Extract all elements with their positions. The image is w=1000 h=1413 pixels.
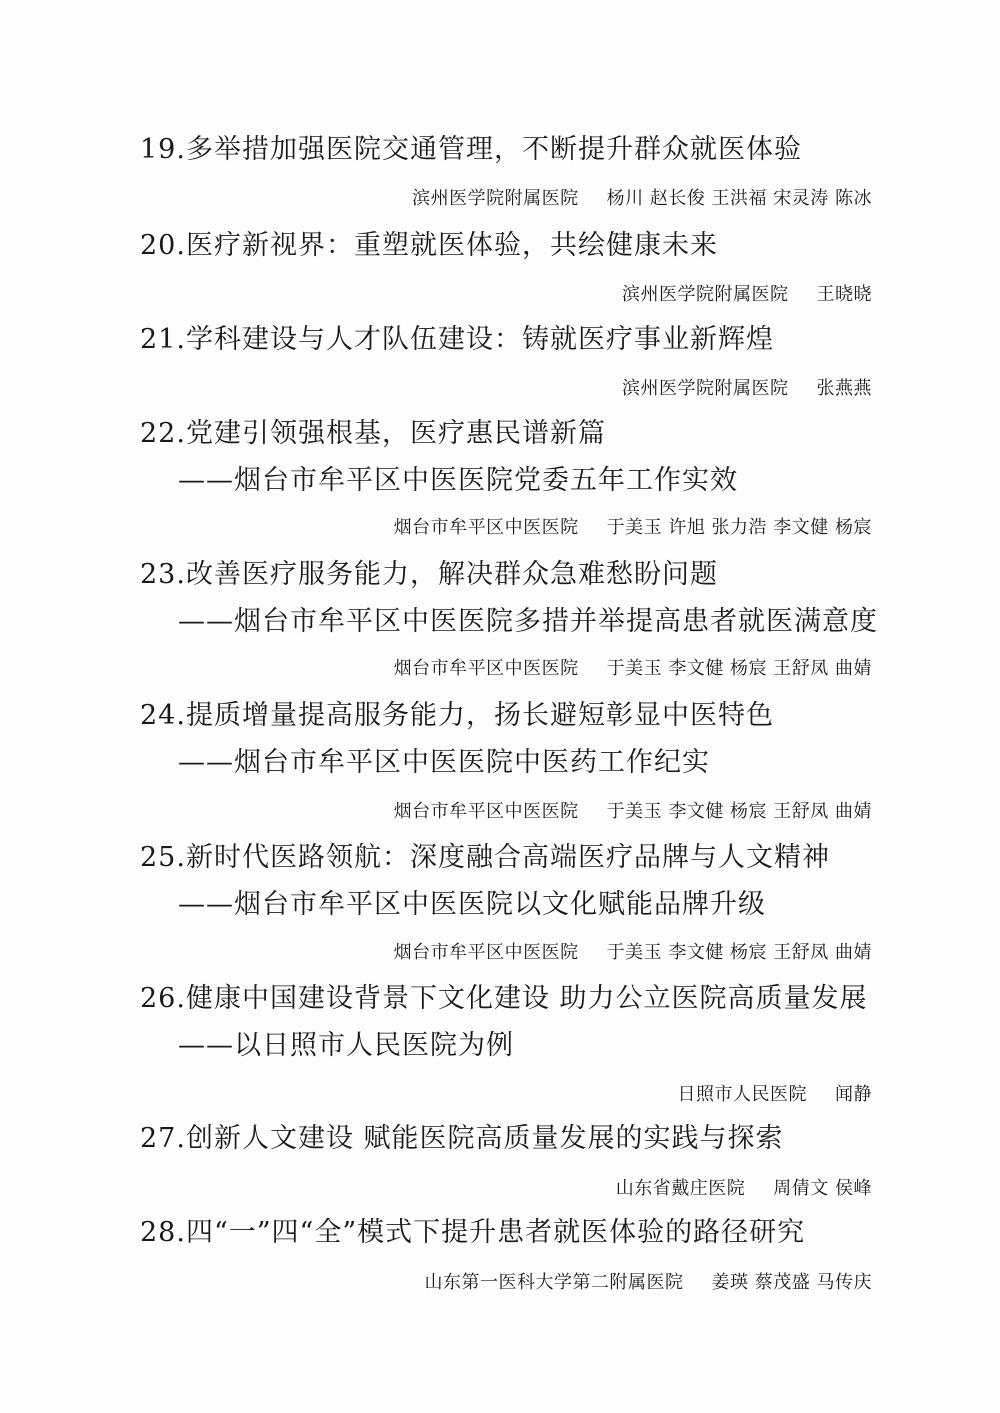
entry-authors: 闻静 [835,1084,872,1105]
entry-institution: 烟台市牟平区中医医院 [393,658,579,679]
entry-authors: 王晓晓 [816,284,872,305]
entry-institution: 烟台市牟平区中医医院 [393,942,579,963]
entry-title: 23.改善医疗服务能力，解决群众急难愁盼问题 [140,559,718,590]
entry-subtitle: ——烟台市牟平区中医医院以文化赋能品牌升级 [178,889,766,920]
entry-byline [616,1176,872,1202]
entry-title: 19.多举措加强医院交通管理，不断提升群众就医体验 [140,134,802,165]
entry-authors: 于美玉 李文健 杨宸 王舒凤 曲婧 [606,801,872,822]
entry-byline [622,282,872,308]
entry-title: 24.提质增量提高服务能力，扬长避短彰显中医特色 [140,700,774,731]
entry-byline [622,376,872,402]
entry-title: 26.健康中国建设背景下文化建设 助力公立医院高质量发展 [140,983,868,1014]
entry-byline [394,515,872,541]
entry-byline [394,656,872,682]
entry-byline [425,1270,872,1296]
entry-byline [412,186,872,212]
entry-authors: 于美玉 李文健 杨宸 王舒凤 曲婧 [606,942,872,963]
entry-institution: 日照市人民医院 [677,1084,807,1105]
entry-authors: 周倩文 侯峰 [773,1178,872,1199]
entry-authors: 姜瑛 蔡茂盛 马传庆 [711,1272,872,1293]
entry-subtitle: ——烟台市牟平区中医医院中医药工作纪实 [178,747,710,778]
entry-title: 28.四“一”四“全”模式下提升患者就医体验的路径研究 [140,1217,806,1248]
entry-institution: 山东省戴庄医院 [615,1178,746,1199]
entry-institution: 烟台市牟平区中医医院 [393,517,579,538]
entry-title: 20.医疗新视界：重塑就医体验，共绘健康未来 [140,230,718,261]
entry-byline [678,1082,873,1108]
entry-title: 21.学科建设与人才队伍建设：铸就医疗事业新辉煌 [140,324,774,355]
entry-authors: 杨川 赵长俊 王洪福 宋灵涛 陈冰 [606,188,872,209]
entry-title: 22.党建引领强根基，医疗惠民谱新篇 [140,418,606,449]
entry-title: 25.新时代医路领航：深度融合高端医疗品牌与人文精神 [140,842,830,873]
entry-subtitle: ——烟台市牟平区中医医院多措并举提高患者就医满意度 [178,606,878,637]
entry-authors: 张燕燕 [816,378,872,399]
entry-subtitle: ——烟台市牟平区中医医院党委五年工作实效 [178,465,738,496]
entry-authors: 于美玉 许旭 张力浩 李文健 杨宸 [606,517,872,538]
entry-byline [394,940,872,966]
entry-institution: 山东第一医科大学第二附属医院 [424,1272,684,1293]
entry-institution: 滨州医学院附属医院 [622,284,789,305]
entry-subtitle: ——以日照市人民医院为例 [178,1030,514,1061]
entry-institution: 烟台市牟平区中医医院 [393,801,579,822]
entry-institution: 滨州医学院附属医院 [412,188,579,209]
entry-title: 27.创新人文建设 赋能医院高质量发展的实践与探索 [140,1123,784,1154]
entry-authors: 于美玉 李文健 杨宸 王舒凤 曲婧 [606,658,872,679]
entry-byline [394,799,872,825]
entry-institution: 滨州医学院附属医院 [622,378,789,399]
